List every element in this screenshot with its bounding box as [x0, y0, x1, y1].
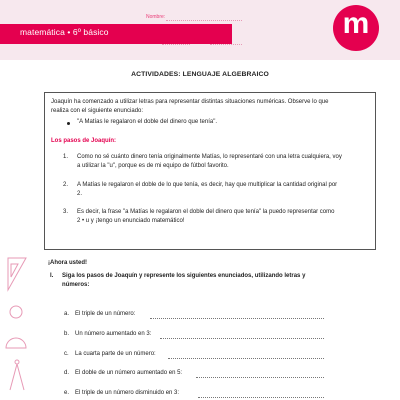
step-1-line-1: Como no sé cuánto dinero tenía originalmente Matías, lo representaré con una letra cualquiera, voy — [77, 154, 342, 160]
step-2-number: 2. — [63, 182, 69, 188]
course-line[interactable] — [162, 44, 190, 45]
page-title: ACTIVIDADES: LENGUAJE ALGEBRAICO — [131, 71, 269, 78]
item-a-letter: a. — [64, 311, 70, 317]
intro-line-1: Joaquín ha comenzado a utilizar letras para representar distintas situaciones numéricas. Observe lo que — [51, 99, 329, 105]
now-you-heading: ¡Ahora usted! — [48, 260, 87, 266]
exercise-number: I. — [50, 273, 54, 279]
logo-letter: m — [342, 7, 370, 40]
step-1-number: 1. — [63, 154, 69, 160]
ruler-triangle-icon — [8, 258, 26, 290]
item-a-answer-line[interactable] — [150, 318, 324, 319]
name-label: Nombre: — [146, 14, 166, 20]
exercise-instruction-1: Siga los pasos de Joaquín y represente los siguientes enunciados, utilizando letras y — [62, 273, 306, 279]
brand-logo — [333, 5, 379, 51]
step-3-line-1: Es decir, la frase "a Matías le regalaron el doble del dinero que tenía" la puedo representar como — [77, 209, 335, 215]
quote-text: "A Matías le regalaron el doble del dinero que tenía". — [77, 119, 218, 125]
steps-heading: Los pasos de Joaquín: — [51, 138, 117, 144]
item-e-answer-line[interactable] — [198, 397, 324, 398]
item-c-text: La cuarta parte de un número: — [75, 351, 156, 357]
item-b-letter: b. — [64, 331, 70, 337]
step-3-line-2: 2 • u y ¡tengo un enunciado matemático! — [77, 218, 185, 224]
date-line[interactable] — [210, 44, 242, 45]
date-label: Fecha: — [194, 38, 210, 44]
example-box — [44, 92, 376, 250]
item-c-answer-line[interactable] — [168, 358, 324, 359]
item-b-text: Un número aumentado en 3: — [75, 331, 152, 337]
item-b-answer-line[interactable] — [160, 338, 324, 339]
intro-line-2: realiza con el siguiente enunciado: — [51, 108, 144, 114]
subject-label: matemática • 6º básico — [20, 27, 109, 37]
item-d-answer-line[interactable] — [196, 377, 324, 378]
item-c-letter: c. — [64, 351, 69, 357]
step-3-number: 3. — [63, 209, 69, 215]
circle-icon — [10, 306, 22, 318]
name-line[interactable] — [166, 20, 242, 21]
item-d-text: El doble de un número aumentado en 5: — [75, 370, 183, 376]
item-a-text: El triple de un número: — [75, 311, 136, 317]
item-d-letter: d. — [64, 370, 70, 376]
step-2-line-1: A Matías le regalaron el doble de lo que tenía, es decir, hay que multiplicar la cantidad original por — [77, 182, 338, 188]
student-info-fields — [144, 8, 242, 54]
exercise-instruction-2: números: — [62, 282, 90, 288]
course-label: Curso: — [146, 38, 161, 44]
compass-icon — [10, 360, 24, 390]
left-decoration — [2, 250, 32, 400]
step-2-line-2: 2. — [77, 191, 83, 197]
protractor-icon — [6, 338, 26, 348]
item-e-letter: e. — [64, 390, 70, 396]
step-1-line-2: a utilizar la "u", porque es de mi equipo de fútbol favorito. — [77, 163, 229, 169]
bullet-dot — [67, 122, 70, 125]
item-e-text: El triple de un número disminuido en 3: — [75, 390, 180, 396]
